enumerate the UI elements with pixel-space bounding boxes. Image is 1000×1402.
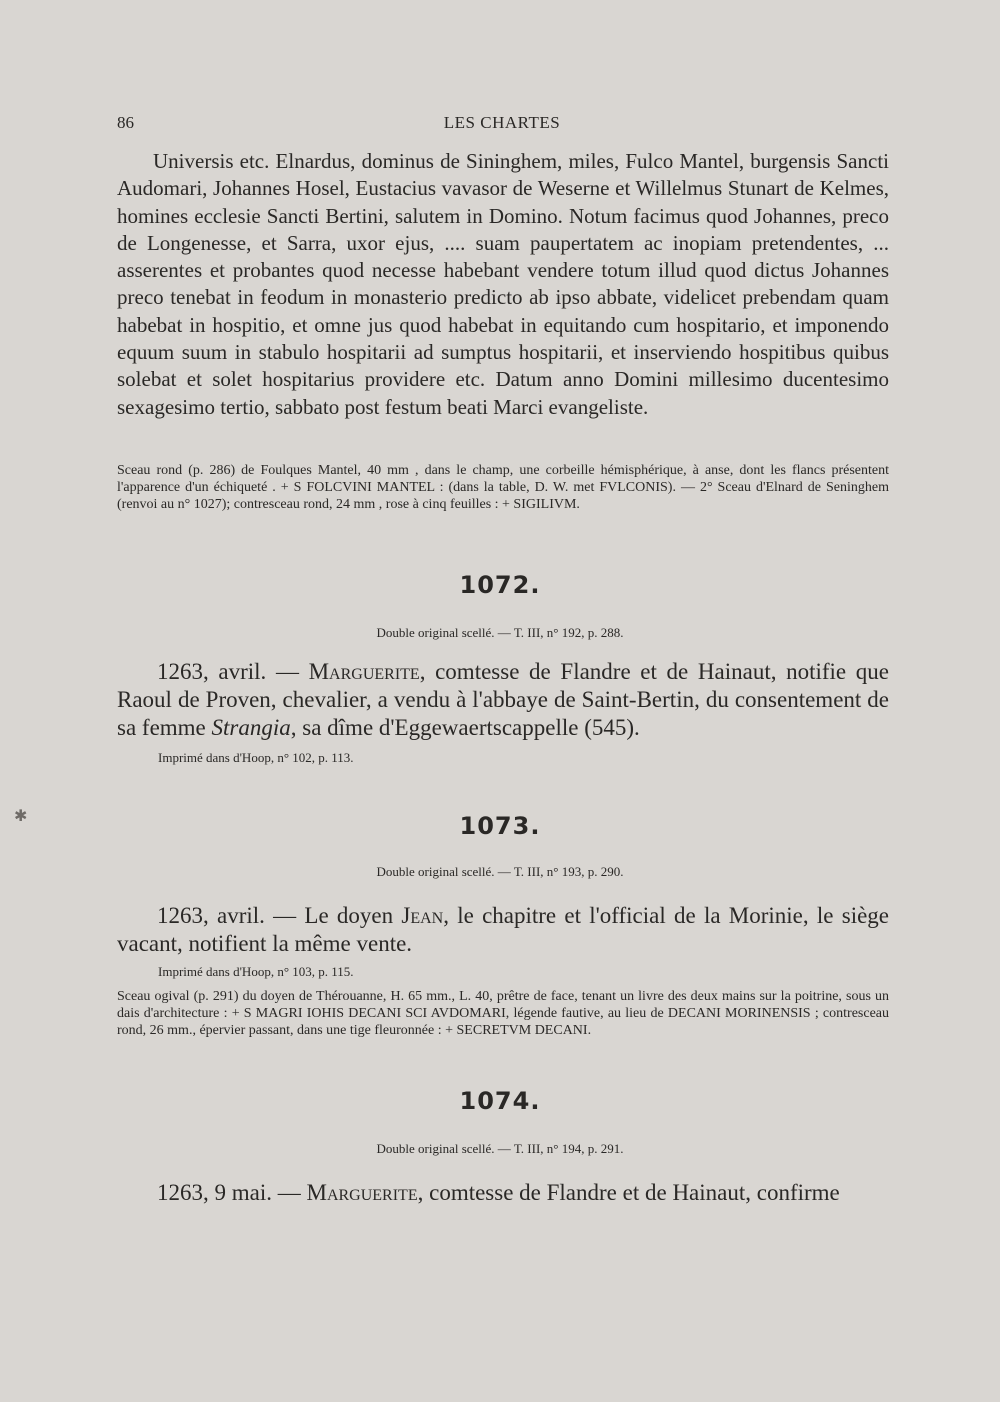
entry-summary: 1263, avril. — Marguerite, comtesse de Flandre et de Hainaut, notifie que Raoul de Proven, chevalier, a vendu à l'abbaye de Saint-Bertin, du consentement de sa femme Strangia, sa dîme d'Eggewaertscappelle (545). (117, 659, 889, 740)
entry-number: 1072. (459, 571, 541, 599)
entry-issuer: Jean (401, 903, 444, 928)
entry-source: Double original scellé. — T. III, n° 194, p. 291. (376, 1141, 624, 1156)
entry-source: Double original scellé. — T. III, n° 193, p. 290. (376, 864, 624, 879)
entry-summary: 1263, avril. — Le doyen Jean, le chapitre et l'official de la Morinie, le siège vacant, notifient la même vente. (117, 903, 889, 956)
charter-text: Universis etc. Elnardus, dominus de Sininghem, miles, Fulco Mantel, burgensis Sancti Audomari, Johannes Hosel, Eustacius vavasor de Weserne et Willelmus Stunart de Kelmes, homines ecclesie Sancti Bertini, salutem in Domino. Notum facimus quod Johannes, preco de Longenesse, et Sarra, uxor ejus, .... suam paupertatem ac inopiam pretendentes, ... asserentes et probantes quod necesse habebant vendere totum illud quod dictus Johannes preco tenebat in feodum in monasterio predicto ab ipso abbate, videlicet prebendam quam habebat in hospitio, et omne jus quod habebat in equitando cum hospitario, et imponendo equum suum in stabulo hospitarii ad sumptus hospitarii, et inserviendo hospitibus quibus solebat et solet hospitarius providere etc. Datum anno Domini millesimo ducentesimo sexagesimo tertio, sabbato post festum beati Marci evangeliste. (117, 149, 889, 419)
entry-summary: 1263, 9 mai. — Marguerite, comtesse de Flandre et de Hainaut, confirme (157, 1180, 840, 1205)
running-title: LES CHARTES (443, 113, 561, 132)
entry-date: 1263, avril. (157, 659, 267, 684)
printed-reference: Imprimé dans d'Hoop, n° 102, p. 113. (158, 750, 354, 765)
seal-description: Sceau ogival (p. 291) du doyen de Thérouanne, H. 65 mm., L. 40, prêtre de face, tenant un livre des deux mains sur la poitrine, sous un dais d'architecture : + S MAGRI IOHIS DECANI SCI AVDOMARI, légende fautive, au lieu de DECANI MORINENSIS ; contresceau rond, 26 mm., épervier passant, dans une tige fleuronnée : + SECRETVM DECANI. (117, 989, 889, 1038)
seal-description: Sceau rond (p. 286) de Foulques Mantel, 40 mm , dans le champ, une corbeille hémisphérique, à anse, dont les flancs présentent l'apparence d'un échiqueté . + S FOLCVINI MANTEL : (dans la table, D. W. met FVLCONIS). — 2° Sceau d'Elnard de Seninghem (renvoi au n° 1027); contresceau rond, 24 mm , rose à cinq feuilles : + SIGILIVM. (117, 463, 889, 512)
charter-continuation (117, 148, 889, 421)
entry-number: 1073. (459, 812, 541, 840)
entry-source: Double original scellé. — T. III, n° 192, p. 288. (376, 625, 624, 640)
page-header (117, 113, 887, 137)
entry-issuer: Marguerite (308, 659, 420, 684)
entry-date: 1263, avril. (157, 903, 265, 928)
italic-name: Strangia (211, 715, 291, 740)
page-number: 86 (117, 113, 134, 132)
entry-issuer: Marguerite (306, 1180, 418, 1205)
entry-number: 1074. (459, 1087, 541, 1115)
ink-smudge: ✱ (14, 808, 28, 825)
printed-reference: Imprimé dans d'Hoop, n° 103, p. 115. (158, 964, 354, 979)
entry-date: 1263, 9 mai. (157, 1180, 272, 1205)
